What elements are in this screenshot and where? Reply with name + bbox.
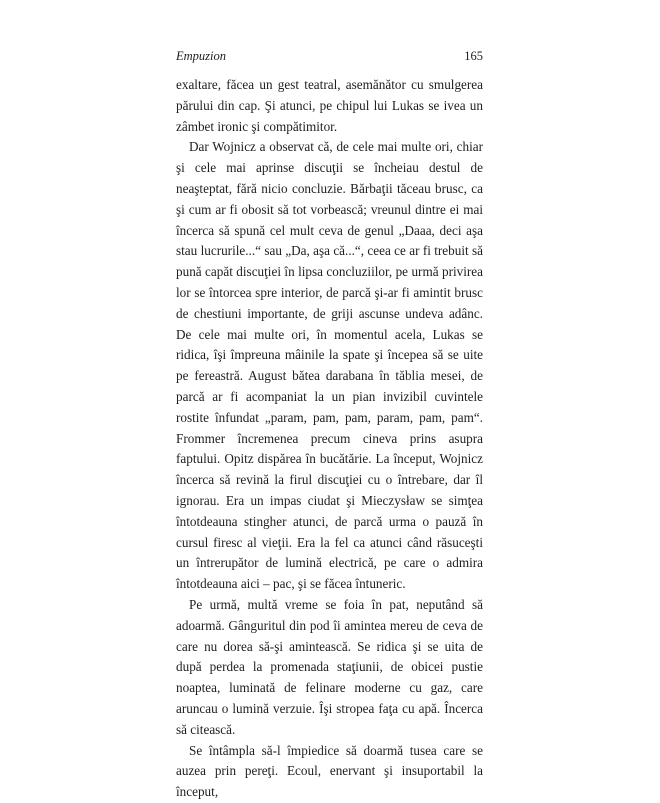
paragraph: Pe urmă, multă vreme se foia în pat, neputând să adoarmă. Gânguritul din pod îi amintea mereu de ceva de care nu dorea să-şi amintească. Se ridica şi se uita de după perdea la promenada staţiunii, de obicei pustie noaptea, luminată de felinare moderne cu gaz, care aruncau o lumină verzuie. Îşi stropea faţa cu apă. Încerca să citească.	[176, 596, 483, 737]
paragraph: Dar Wojnicz a observat că, de cele mai multe ori, chiar şi cele mai aprinse discuţii se încheiau destul de neaşteptat, fără nicio concluzie. Bărbaţii tăceau brusc, ca şi cum ar fi obosit să tot vorbească; vreunul dintre ei mai încerca să spună cel mult ceva de genul „Daaa, deci aşa stau lucrurile...“ sau „Da, aşa că...“, ceea ce ar fi trebuit să pună capăt discuţiei în lipsa concluziilor, pe urmă privirea lor se întorcea spre interior, de parcă şi-ar fi amintit brusc de chestiuni importante, de griji ascunse undeva adânc. De cele mai multe ori, în momentul acela, Lukas se ridica, îşi împreuna mâinile la spate şi începea să se uite pe fereastră. August bătea darabana în tăblia mesei, de parcă ar fi acompaniat la un pian invizibil cuvintele rostite înfundat „param, pam, pam, param, pam, pam“. Frommer încremenea precum cineva prins asupra faptului. Opitz dispărea în bucătărie. La început, Wojnicz încerca să revină la firul discuţiei cu o întrebare, dar îl ignorau. Era un impas ciudat şi Mieczysław se simţea întotdeauna stingher atunci, de parcă urma o pauză în cursul firesc al vieţii. Era la fel ca atunci când răsuceşti un întrerupător de lumină electrică, pe care o admira întotdeauna aici – pac, şi se făcea întuneric.	[176, 139, 483, 592]
running-title: Empuzion	[176, 49, 226, 63]
paragraph: Se întâmpla să-l împiedice să doarmă tusea care se auzea prin pereţi. Ecoul, enervant şi insuportabil la început,	[176, 742, 483, 800]
body-text	[176, 75, 483, 803]
running-head	[176, 47, 483, 65]
page-number: 165	[464, 49, 483, 63]
paragraph-continued: exaltare, făcea un gest teatral, asemănător cu smulgerea părului din cap. Şi atunci, pe chipul lui Lukas se ivea un zâmbet ironic şi compătimitor.	[176, 77, 483, 134]
